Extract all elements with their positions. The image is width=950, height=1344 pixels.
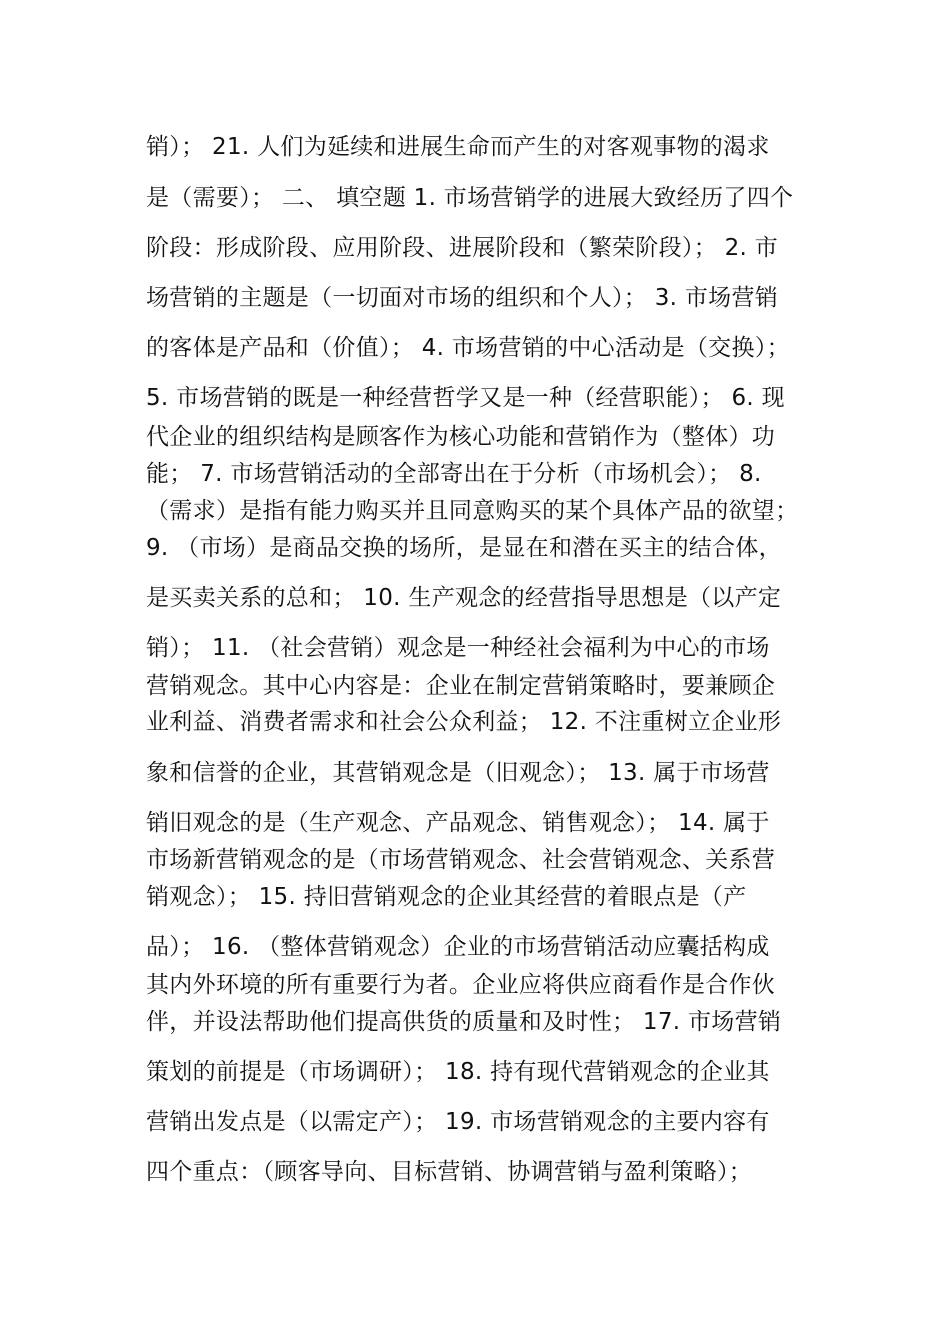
text-line: 象和信誉的企业，其营销观念是（旧观念）； 13. 属于市场营 (146, 760, 770, 786)
text-line: 5. 市场营销的既是一种经营哲学又是一种（经营职能）； 6. 现 (146, 385, 785, 411)
text-line: 营销出发点是（以需定产）； 19. 市场营销观念的主要内容有 (146, 1109, 770, 1135)
text-line: 能； 7. 市场营销活动的全部寄出在于分析（市场机会）； 8. (146, 461, 762, 487)
text-line: 销观念）； 15. 持旧营销观念的企业其经营的着眼点是（产 (146, 884, 747, 910)
text-line: 9. （市场）是商品交换的场所，是显在和潜在买主的结合体， (146, 535, 782, 561)
text-line: 其内外环境的所有重要行为者。企业应将供应商看作是合作伙 (146, 972, 776, 998)
text-line: （需求）是指有能力购买并且同意购买的某个具体产品的欲望； (146, 498, 799, 524)
text-line: 销）； 11. （社会营销）观念是一种经社会福利为中心的市场 (146, 635, 770, 661)
text-line: 的客体是产品和（价值）； 4. 市场营销的中心活动是（交换）； (146, 335, 790, 361)
text-line: 是买卖关系的总和； 10. 生产观念的经营指导思想是（以产定 (146, 585, 782, 611)
text-line: 场营销的主题是（一切面对市场的组织和个人）； 3. 市场营销 (146, 285, 779, 311)
text-line: 伴，并设法帮助他们提高供货的质量和及时性； 17. 市场营销 (146, 1009, 782, 1035)
text-line: 四个重点：（顾客导向、目标营销、协调营销与盈利策略）； (146, 1159, 753, 1185)
text-line: 策划的前提是（市场调研）； 18. 持有现代营销观念的企业其 (146, 1059, 770, 1085)
text-line: 营销观念。其中心内容是：企业在制定营销策略时，要兼顾企 (146, 673, 776, 699)
text-line: 阶段：形成阶段、应用阶段、进展阶段和（繁荣阶段）； 2. 市 (146, 235, 779, 261)
text-line: 品）； 16. （整体营销观念）企业的市场营销活动应囊括构成 (146, 934, 770, 960)
text-line: 是（需要）； 二、 填空题 1. 市场营销学的进展大致经历了四个 (146, 185, 794, 211)
text-line: 市场新营销观念的是（市场营销观念、社会营销观念、关系营 (146, 847, 776, 873)
text-line: 代企业的组织结构是顾客作为核心功能和营销作为（整体）功 (146, 424, 776, 450)
text-line: 销旧观念的是（生产观念、产品观念、销售观念）； 14. 属于 (146, 810, 770, 836)
text-line: 业利益、消费者需求和社会公众利益； 12. 不注重树立企业形 (146, 709, 782, 735)
text-line: 销）； 21. 人们为延续和进展生命而产生的对客观事物的渴求 (146, 134, 770, 160)
